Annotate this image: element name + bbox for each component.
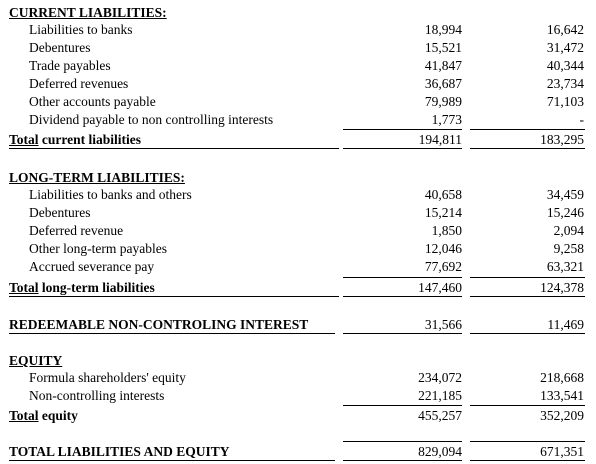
grand-total-prior-year: 671,351: [540, 444, 584, 459]
value-current-year: 1,850: [431, 223, 462, 238]
value-prior-year: -: [579, 112, 584, 127]
value-current-year: 18,994: [424, 22, 462, 37]
section-heading: LONG-TERM LIABILITIES:: [9, 170, 185, 185]
total-label-rest: long-term liabilities: [38, 280, 155, 295]
total-current-year: 194,811: [418, 132, 462, 147]
grand-total-rule-top: [343, 441, 462, 442]
total-rule: [470, 148, 585, 149]
current-liabilities-row: [0, 57, 596, 75]
row-label: Debentures: [29, 40, 91, 55]
grand-total-label: TOTAL LIABILITIES AND EQUITY: [9, 444, 230, 459]
grand-total-rule-top: [470, 441, 585, 442]
value-current-year: 40,658: [424, 187, 462, 202]
long-term-liabilities-row: [0, 258, 596, 276]
long-term-liabilities-row: [0, 204, 596, 222]
grand-total-label-rule: [9, 460, 335, 461]
value-prior-year: 2,094: [553, 223, 584, 238]
long-term-liabilities-row: [0, 186, 596, 204]
current-liabilities-heading-row: [0, 4, 596, 22]
grand-total-rule-bottom: [343, 460, 462, 461]
total-long-term-liabilities-row: [0, 279, 596, 297]
equity-row: [0, 369, 596, 387]
row-label: Deferred revenue: [29, 223, 124, 238]
long-term-liabilities-heading-row: [0, 169, 596, 187]
value-prior-year: 9,258: [553, 241, 584, 256]
value-current-year: 12,046: [424, 241, 462, 256]
value-current-year: 36,687: [424, 76, 462, 91]
subtotal-rule: [343, 277, 462, 278]
long-term-liabilities-row: [0, 240, 596, 258]
total-label-rule: [9, 296, 339, 297]
value-current-year: 31,566: [424, 317, 462, 332]
total-prior-year: 352,209: [540, 408, 584, 423]
subtotal-rule: [470, 405, 585, 406]
row-label: Liabilities to banks: [29, 22, 133, 37]
value-prior-year: 133,541: [540, 388, 584, 403]
value-prior-year: 34,459: [546, 187, 584, 202]
total-equity-row: [0, 407, 596, 425]
total-word: Total: [9, 408, 39, 423]
value-prior-year: 63,321: [546, 259, 584, 274]
section-heading: EQUITY: [9, 353, 63, 368]
value-current-year: 15,214: [424, 205, 462, 220]
total-label: [9, 131, 141, 149]
current-liabilities-row: [0, 39, 596, 57]
section-heading: CURRENT LIABILITIES:: [9, 5, 167, 20]
row-label: Debentures: [29, 205, 91, 220]
grand-total-row: [0, 443, 596, 461]
long-term-liabilities-row: [0, 222, 596, 240]
subtotal-rule: [470, 277, 585, 278]
value-current-year: 15,521: [424, 40, 462, 55]
redeemable-rule: [470, 333, 585, 334]
row-label: Liabilities to banks and others: [29, 187, 192, 202]
total-word: Total: [9, 132, 39, 147]
current-liabilities-row: [0, 111, 596, 129]
subtotal-rule: [343, 129, 462, 130]
current-liabilities-row: [0, 75, 596, 93]
total-current-year: 455,257: [418, 408, 462, 423]
row-label: Formula shareholders' equity: [29, 370, 186, 385]
total-rule: [343, 148, 462, 149]
total-prior-year: 124,378: [540, 280, 584, 295]
total-label: [9, 279, 155, 297]
row-label: Non-controlling interests: [29, 388, 165, 403]
value-prior-year: 23,734: [546, 76, 584, 91]
value-current-year: 1,773: [431, 112, 462, 127]
value-current-year: 79,989: [424, 94, 462, 109]
grand-total-current-year: 829,094: [418, 444, 462, 459]
total-label: [9, 407, 78, 425]
equity-heading-row: [0, 352, 596, 370]
redeemable-rule: [343, 333, 462, 334]
total-label-rest: current liabilities: [38, 132, 142, 147]
current-liabilities-row: [0, 21, 596, 39]
equity-row: [0, 387, 596, 405]
row-label: Accrued severance pay: [29, 259, 155, 274]
row-label: Other accounts payable: [29, 94, 156, 109]
value-prior-year: 15,246: [546, 205, 584, 220]
value-current-year: 41,847: [424, 58, 462, 73]
redeemable-label-rule: [9, 333, 335, 334]
subtotal-rule: [343, 405, 462, 406]
value-prior-year: 31,472: [546, 40, 584, 55]
total-rule: [470, 296, 585, 297]
total-label-rule: [9, 148, 339, 149]
row-label: Other long-term payables: [29, 241, 167, 256]
value-prior-year: 11,469: [547, 317, 584, 332]
value-current-year: 77,692: [424, 259, 462, 274]
value-current-year: 234,072: [418, 370, 462, 385]
total-current-year: 147,460: [418, 280, 462, 295]
row-label: Dividend payable to non controlling interests: [29, 112, 274, 127]
current-liabilities-row: [0, 93, 596, 111]
redeemable-interest-label: REDEEMABLE NON-CONTROLING INTEREST: [9, 317, 309, 332]
value-prior-year: 218,668: [540, 370, 584, 385]
row-label: Trade payables: [29, 58, 111, 73]
value-prior-year: 16,642: [546, 22, 584, 37]
subtotal-rule: [470, 129, 585, 130]
value-prior-year: 71,103: [546, 94, 584, 109]
total-current-liabilities-row: [0, 131, 596, 149]
total-word: Total: [9, 280, 39, 295]
total-rule: [343, 296, 462, 297]
redeemable-interest-row: [0, 316, 596, 334]
value-current-year: 221,185: [418, 388, 462, 403]
value-prior-year: 40,344: [546, 58, 584, 73]
row-label: Deferred revenues: [29, 76, 129, 91]
total-prior-year: 183,295: [540, 132, 584, 147]
total-label-rest: equity: [38, 408, 78, 423]
grand-total-rule-bottom: [470, 460, 585, 461]
